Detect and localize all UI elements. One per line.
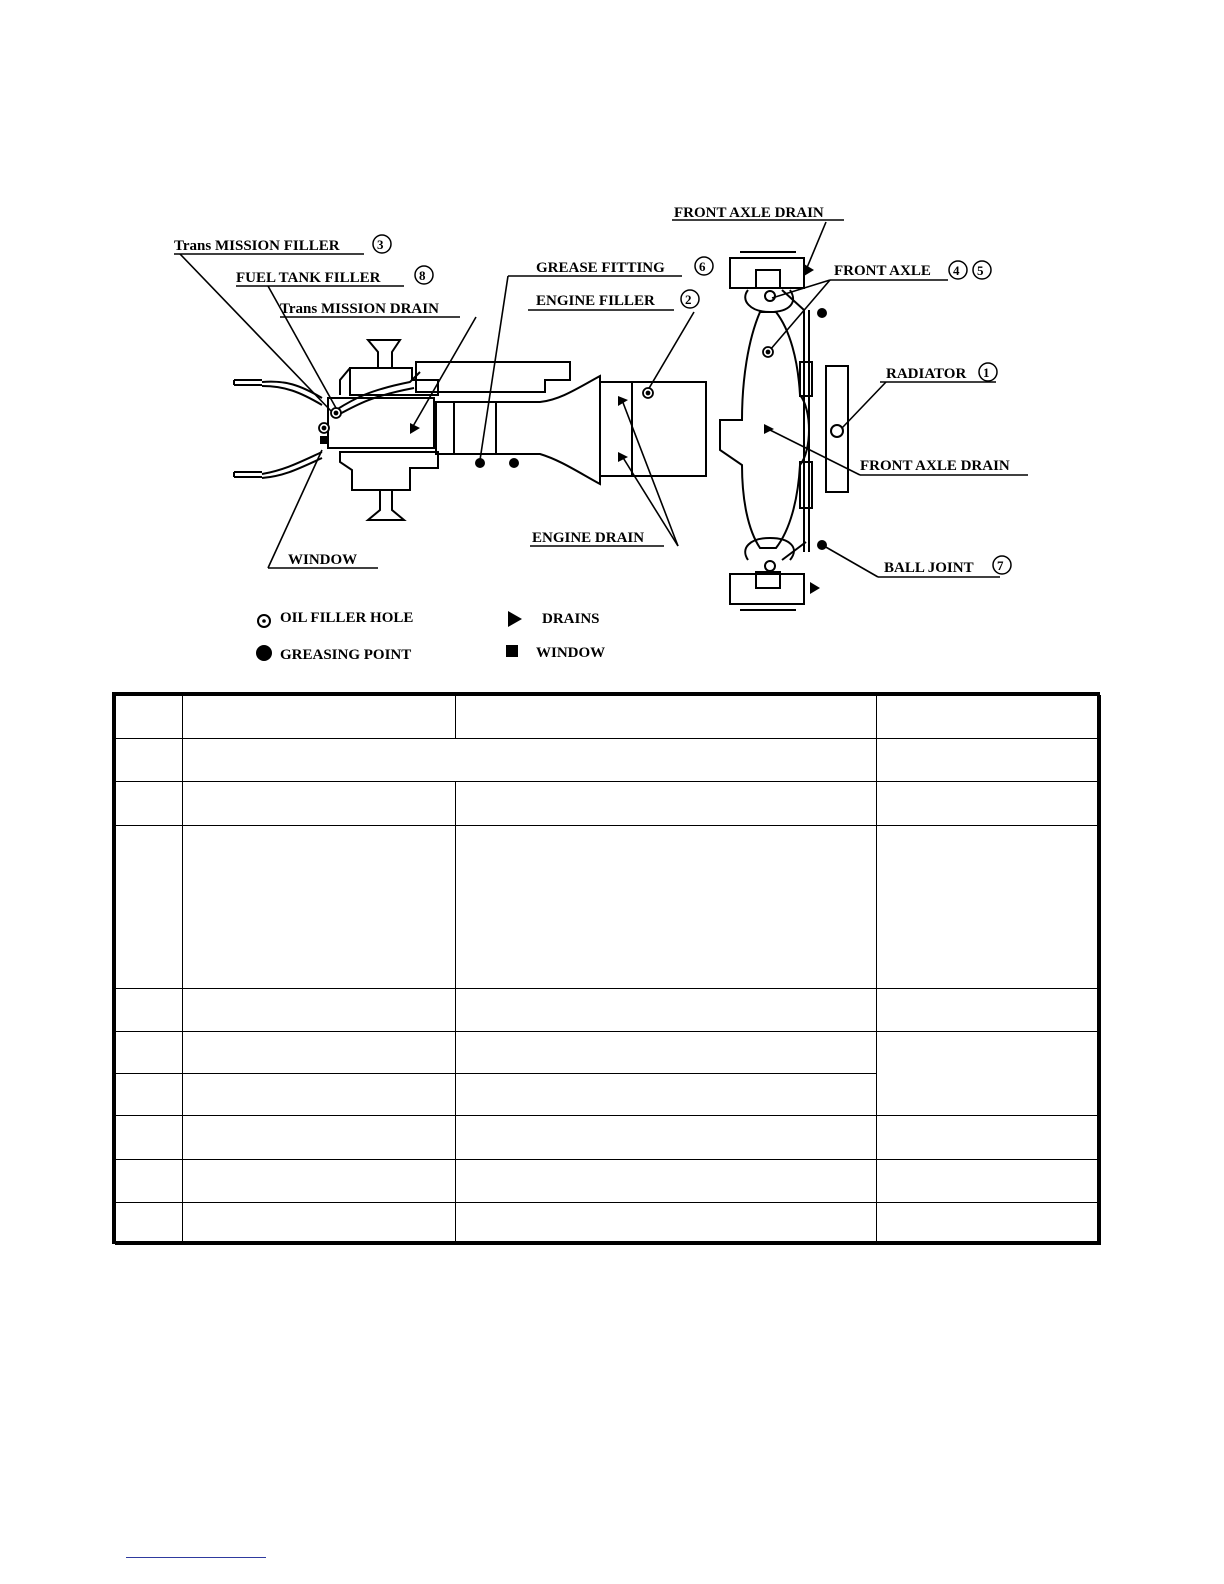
table-cell xyxy=(116,826,183,989)
table-cell xyxy=(456,989,877,1032)
front-axle-assembly xyxy=(720,252,848,610)
table-cell xyxy=(183,696,456,739)
legend-drains: DRAINS xyxy=(542,611,600,627)
table-cell xyxy=(456,1203,877,1245)
table-cell xyxy=(183,989,456,1032)
number-front-axle-b: 5 xyxy=(977,263,984,278)
legend xyxy=(256,610,605,663)
lubrication-table xyxy=(112,692,1100,1244)
table-cell xyxy=(183,1032,456,1074)
table-cell xyxy=(116,782,183,826)
table-cell xyxy=(116,1074,183,1116)
table-cell xyxy=(183,782,456,826)
table-cell xyxy=(877,1160,1101,1203)
label-front-axle-drain-mid: FRONT AXLE DRAIN xyxy=(860,458,1010,474)
label-front-axle-drain-top: FRONT AXLE DRAIN xyxy=(674,205,824,221)
table-cell xyxy=(877,826,1101,989)
table-cell xyxy=(877,782,1101,826)
table-cell xyxy=(456,696,877,739)
table-cell xyxy=(183,739,877,782)
footer-rule xyxy=(126,1557,266,1558)
table-cell xyxy=(183,1116,456,1160)
table-cell xyxy=(116,1032,183,1074)
label-front-axle: FRONT AXLE xyxy=(834,263,931,279)
table-cell xyxy=(116,1116,183,1160)
label-transmission-drain: Trans MISSION DRAIN xyxy=(280,301,439,317)
table-cell xyxy=(877,1203,1101,1245)
label-engine-filler: ENGINE FILLER xyxy=(536,293,655,309)
label-transmission-filler: Trans MISSION FILLER xyxy=(174,238,340,254)
table-row xyxy=(116,1032,1101,1074)
lubrication-diagram xyxy=(0,0,1224,690)
table-cell xyxy=(456,1160,877,1203)
label-fuel-tank-filler: FUEL TANK FILLER xyxy=(236,270,381,286)
table-cell xyxy=(456,782,877,826)
number-ball-joint: 7 xyxy=(997,558,1004,573)
number-engine-filler: 2 xyxy=(685,292,692,307)
table-cell xyxy=(183,1203,456,1245)
table-cell xyxy=(116,1160,183,1203)
legend-greasing-point: GREASING POINT xyxy=(280,647,412,663)
table-cell xyxy=(116,696,183,739)
table-cell xyxy=(456,826,877,989)
window-icon xyxy=(506,645,518,657)
number-grease-fitting: 6 xyxy=(699,259,706,274)
transmission-housing xyxy=(234,340,438,520)
drain-icon xyxy=(508,611,522,627)
legend-oil-filler-hole: OIL FILLER HOLE xyxy=(280,610,414,626)
greasing-point-icon xyxy=(256,645,272,661)
table-cell xyxy=(116,739,183,782)
table-cell xyxy=(116,1203,183,1245)
table-cell xyxy=(183,1160,456,1203)
number-radiator: 1 xyxy=(983,365,990,380)
table-row xyxy=(116,1203,1101,1245)
label-ball-joint: BALL JOINT xyxy=(884,560,974,576)
number-fuel-tank-filler: 8 xyxy=(419,268,426,283)
label-window: WINDOW xyxy=(288,552,358,568)
table-cell xyxy=(456,1116,877,1160)
table-cell xyxy=(183,1074,456,1116)
table-cell xyxy=(456,1032,877,1074)
number-front-axle-a: 4 xyxy=(953,263,960,278)
legend-window: WINDOW xyxy=(536,645,606,661)
label-engine-drain: ENGINE DRAIN xyxy=(532,530,645,546)
table-row xyxy=(116,696,1101,739)
callout-labels xyxy=(174,205,1011,576)
table-row xyxy=(116,739,1101,782)
table-cell xyxy=(183,826,456,989)
table-cell xyxy=(877,1116,1101,1160)
table-cell xyxy=(877,696,1101,739)
table-cell xyxy=(116,989,183,1032)
table-row xyxy=(116,1116,1101,1160)
table-cell xyxy=(456,1074,877,1116)
table-cell xyxy=(877,1032,1101,1116)
table-row xyxy=(116,782,1101,826)
window-markers xyxy=(320,436,327,444)
table-cell xyxy=(877,989,1101,1032)
table-row xyxy=(116,1160,1101,1203)
table-row xyxy=(116,989,1101,1032)
frame xyxy=(416,362,600,484)
table-row xyxy=(116,826,1101,989)
label-radiator: RADIATOR xyxy=(886,366,967,382)
number-transmission-filler: 3 xyxy=(377,237,384,252)
label-grease-fitting: GREASE FITTING xyxy=(536,260,665,276)
table-cell xyxy=(877,739,1101,782)
